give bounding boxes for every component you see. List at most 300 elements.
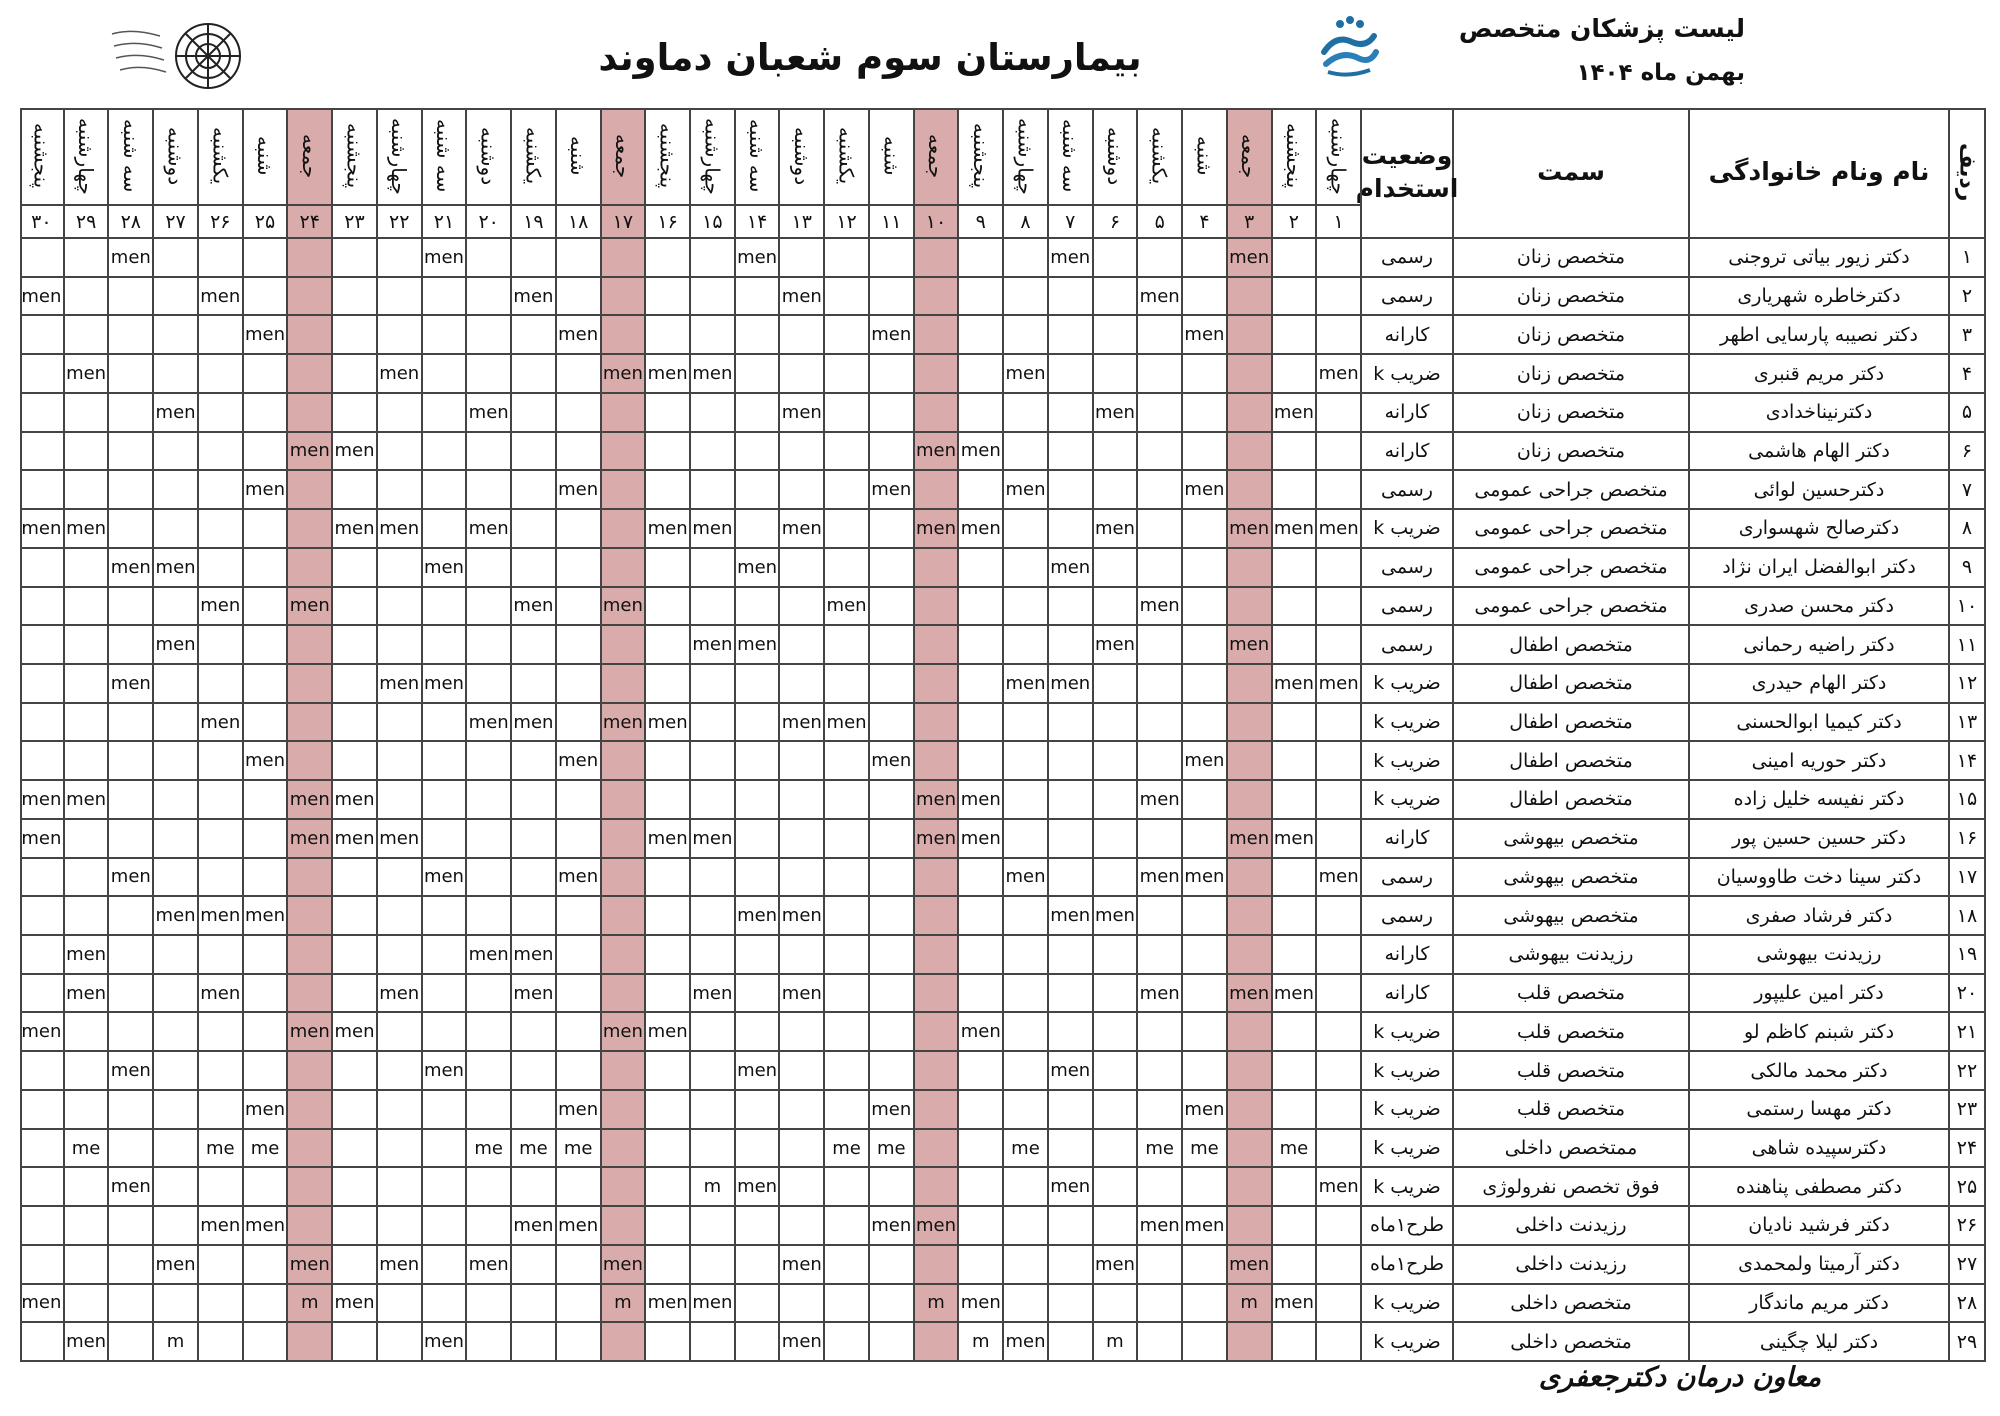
- employment-status-text: ضریب k: [1373, 672, 1441, 695]
- shift-cell-text: men: [155, 556, 196, 578]
- shift-cell: [512, 1091, 557, 1130]
- shift-cell-text: men: [21, 788, 62, 810]
- shift-cell: [288, 897, 333, 936]
- row-number-text: ۲۱: [1956, 1020, 1978, 1043]
- shift-cell: [736, 1013, 781, 1052]
- day-name-header-text: سه شنبه: [745, 119, 770, 193]
- shift-cell-text: men: [513, 285, 554, 307]
- doctor-name: [1690, 859, 1950, 898]
- shift-cell: [1094, 1246, 1139, 1285]
- shift-cell: [109, 316, 154, 355]
- row-number-text: ۲۹: [1956, 1330, 1978, 1353]
- shift-cell: [244, 510, 289, 549]
- doctor-position-text: متخصص زنان: [1516, 285, 1626, 308]
- doctor-name-text: دکترحسین لوائی: [1753, 478, 1885, 501]
- shift-cell: [1094, 704, 1139, 743]
- employment-status-text: رسمی: [1381, 865, 1433, 888]
- day-name-header: [1228, 108, 1273, 206]
- shift-cell: [691, 704, 736, 743]
- doctor-name: [1690, 704, 1950, 743]
- shift-cell: [154, 1013, 199, 1052]
- shift-cell-text: men: [289, 595, 330, 617]
- shift-cell: [1004, 239, 1049, 278]
- shift-cell: [780, 1323, 825, 1362]
- shift-cell-text: men: [289, 1021, 330, 1043]
- doctor-name: [1690, 1130, 1950, 1169]
- shift-cell: [646, 742, 691, 781]
- day-number-header: [1183, 206, 1228, 239]
- shift-cell: [288, 278, 333, 317]
- shift-cell-text: men: [647, 711, 688, 733]
- shift-cell: [154, 820, 199, 859]
- shift-cell-text: men: [781, 905, 822, 927]
- day-number-header: [780, 206, 825, 239]
- shift-cell: [1228, 355, 1273, 394]
- shift-cell: [512, 394, 557, 433]
- shift-cell: [1138, 626, 1183, 665]
- shift-cell: [780, 549, 825, 588]
- shift-cell-text: men: [66, 788, 107, 810]
- shift-cell: [288, 510, 333, 549]
- doctor-name-text: دکتر شبنم کاظم لو: [1743, 1020, 1895, 1043]
- shift-cell: [333, 588, 378, 627]
- employment-status: [1362, 859, 1454, 898]
- shift-cell: [288, 820, 333, 859]
- shift-cell: [65, 510, 110, 549]
- shift-cell: [915, 1285, 960, 1324]
- shift-cell-text: men: [1094, 634, 1135, 656]
- shift-cell: [333, 1052, 378, 1091]
- shift-cell: [780, 588, 825, 627]
- day-number-header: [1317, 206, 1362, 239]
- shift-cell: [870, 704, 915, 743]
- shift-cell: [333, 820, 378, 859]
- shift-cell: [1183, 1323, 1228, 1362]
- shift-cell: [20, 355, 65, 394]
- shift-cell: [691, 742, 736, 781]
- shift-cell: [512, 1207, 557, 1246]
- shift-cell-text: men: [513, 711, 554, 733]
- doctor-position-text: متخصص اطفال: [1509, 788, 1633, 811]
- shift-cell: [423, 588, 468, 627]
- shift-cell: [1138, 704, 1183, 743]
- shift-cell: [691, 820, 736, 859]
- shift-cell: [1273, 549, 1318, 588]
- shift-cell: [1317, 1246, 1362, 1285]
- shift-cell: [467, 588, 512, 627]
- row-number-text: ۹: [1961, 556, 1973, 579]
- shift-cell-text: men: [468, 401, 509, 423]
- doctor-name: [1690, 1207, 1950, 1246]
- shift-cell-text: men: [245, 324, 286, 346]
- shift-cell: [870, 510, 915, 549]
- shift-cell: [1004, 1052, 1049, 1091]
- shift-cell: [333, 471, 378, 510]
- shift-cell: [736, 1323, 781, 1362]
- doctor-name-text: دکتر سینا دخت طاووسیان: [1716, 865, 1922, 888]
- shift-cell: [691, 936, 736, 975]
- doctor-position: [1454, 510, 1690, 549]
- shift-cell: [199, 859, 244, 898]
- hospital-title: بیمارستان سوم شعبان دماوند: [598, 36, 1142, 79]
- schedule-table: [20, 108, 1986, 1362]
- shift-cell: [1094, 549, 1139, 588]
- shift-cell: [512, 1130, 557, 1169]
- shift-cell: [870, 820, 915, 859]
- shift-cell: [602, 1130, 647, 1169]
- day-name-header: [467, 108, 512, 206]
- shift-cell: [333, 549, 378, 588]
- shift-cell: [959, 1091, 1004, 1130]
- shift-cell: [423, 433, 468, 472]
- shift-cell: [467, 859, 512, 898]
- shift-cell: [646, 781, 691, 820]
- shift-cell: [1317, 626, 1362, 665]
- shift-cell: [870, 433, 915, 472]
- employment-status-text: ضریب k: [1373, 1020, 1441, 1043]
- shift-cell: [959, 433, 1004, 472]
- shift-cell-text: men: [960, 788, 1001, 810]
- day-name-header: [378, 108, 423, 206]
- day-number-header: [1094, 206, 1139, 239]
- shift-cell: [1138, 1246, 1183, 1285]
- shift-cell: [423, 742, 468, 781]
- shift-cell: [1094, 1013, 1139, 1052]
- employment-status-text: رسمی: [1381, 478, 1433, 501]
- shift-cell: [646, 1323, 691, 1362]
- shift-cell: [602, 510, 647, 549]
- doctor-position: [1454, 1285, 1690, 1324]
- shift-cell: [333, 859, 378, 898]
- shift-cell: [333, 510, 378, 549]
- shift-cell: [1138, 394, 1183, 433]
- day-name-header-text: سه شنبه: [1058, 119, 1083, 193]
- shift-cell: [557, 704, 602, 743]
- day-number-header-text: ۱: [1333, 210, 1344, 233]
- shift-cell-text: men: [692, 363, 733, 385]
- shift-cell: [423, 1168, 468, 1207]
- shift-cell: [646, 316, 691, 355]
- shift-cell-text: men: [916, 440, 957, 462]
- shift-cell: [1004, 665, 1049, 704]
- day-name-header-text: یکشنبه: [834, 127, 859, 185]
- doctor-name-text: دکتر محمد مالکی: [1750, 1059, 1888, 1082]
- shift-cell: [602, 394, 647, 433]
- shift-cell: [154, 1207, 199, 1246]
- shift-cell-text: men: [1184, 479, 1225, 501]
- shift-cell-text: men: [737, 1176, 778, 1198]
- day-number-header-text: ۲۸: [120, 210, 142, 233]
- shift-cell: [1094, 742, 1139, 781]
- shift-cell-text: men: [200, 982, 241, 1004]
- shift-cell: [915, 1052, 960, 1091]
- employment-status-text: رسمی: [1381, 904, 1433, 927]
- shift-cell: [1004, 1168, 1049, 1207]
- shift-cell: [1317, 394, 1362, 433]
- shift-cell: [1183, 278, 1228, 317]
- shift-cell: [915, 626, 960, 665]
- shift-cell: [65, 394, 110, 433]
- shift-cell: [959, 859, 1004, 898]
- shift-cell-text: men: [1050, 246, 1091, 268]
- shift-cell: [65, 1246, 110, 1285]
- day-number-header: [65, 206, 110, 239]
- employment-status: [1362, 626, 1454, 665]
- shift-cell-text: men: [334, 1292, 375, 1314]
- shift-cell: [825, 394, 870, 433]
- university-logo-icon: [102, 18, 288, 100]
- row-number-text: ۲۲: [1956, 1059, 1978, 1082]
- shift-cell: [825, 1246, 870, 1285]
- shift-cell: [154, 1323, 199, 1362]
- shift-cell: [109, 1091, 154, 1130]
- employment-status: [1362, 975, 1454, 1014]
- shift-cell-text: men: [1229, 517, 1270, 539]
- shift-cell-text: men: [1184, 324, 1225, 346]
- shift-cell: [512, 355, 557, 394]
- shift-cell: [646, 239, 691, 278]
- row-number-text: ۲۴: [1956, 1137, 1978, 1159]
- shift-cell: [691, 1130, 736, 1169]
- doctor-position: [1454, 433, 1690, 472]
- shift-cell: [423, 936, 468, 975]
- shift-cell: [244, 742, 289, 781]
- row-number: [1950, 433, 1986, 472]
- shift-cell: [199, 1130, 244, 1169]
- shift-cell: [1138, 588, 1183, 627]
- shift-cell: [1094, 1323, 1139, 1362]
- shift-cell-text: men: [468, 711, 509, 733]
- shift-cell: [1228, 239, 1273, 278]
- doctor-position: [1454, 1052, 1690, 1091]
- shift-cell: [199, 1013, 244, 1052]
- shift-cell: [602, 316, 647, 355]
- shift-cell: [1183, 975, 1228, 1014]
- shift-cell-text: men: [781, 1331, 822, 1353]
- day-number-header-text: ۲۱: [433, 210, 455, 233]
- shift-cell-text: men: [423, 246, 464, 268]
- shift-cell: [1049, 1130, 1094, 1169]
- row-number-text: ۱۵: [1956, 788, 1978, 811]
- shift-cell: [20, 820, 65, 859]
- day-number-header-text: ۱۶: [657, 210, 678, 233]
- shift-cell: [691, 549, 736, 588]
- shift-cell: [1004, 1130, 1049, 1169]
- shift-cell: [959, 897, 1004, 936]
- shift-cell: [780, 1052, 825, 1091]
- day-name-header-text: پنجشنبه: [342, 123, 367, 189]
- shift-cell: [65, 897, 110, 936]
- shift-cell: [20, 278, 65, 317]
- shift-cell: [780, 510, 825, 549]
- shift-cell: [423, 471, 468, 510]
- shift-cell: [244, 316, 289, 355]
- shift-cell: [378, 433, 423, 472]
- day-name-header: [602, 108, 647, 206]
- shift-cell: [244, 588, 289, 627]
- employment-status: [1362, 394, 1454, 433]
- shift-cell: [1228, 278, 1273, 317]
- shift-cell: [467, 355, 512, 394]
- shift-cell: [109, 278, 154, 317]
- day-number-header-text: ۱۳: [791, 210, 813, 233]
- shift-cell: [1273, 588, 1318, 627]
- shift-cell-text: men: [1273, 1292, 1314, 1314]
- doctor-position: [1454, 742, 1690, 781]
- shift-cell: [20, 781, 65, 820]
- shift-cell: [154, 626, 199, 665]
- shift-cell-text: men: [647, 517, 688, 539]
- shift-cell: [20, 1246, 65, 1285]
- doctor-position: [1454, 549, 1690, 588]
- employment-status-text: ضریب k: [1373, 711, 1441, 734]
- header-name: [1690, 108, 1950, 239]
- shift-cell: [780, 471, 825, 510]
- day-number-header: [288, 206, 333, 239]
- day-name-header-text: یکشنبه: [208, 127, 233, 185]
- shift-cell: [736, 936, 781, 975]
- shift-cell: [646, 1091, 691, 1130]
- shift-cell: [870, 1013, 915, 1052]
- shift-cell: [244, 975, 289, 1014]
- doctor-position-text: متخصص بیهوشی: [1503, 904, 1639, 927]
- shift-cell: [602, 742, 647, 781]
- shift-cell: [199, 1052, 244, 1091]
- employment-status: [1362, 471, 1454, 510]
- shift-cell: [199, 1207, 244, 1246]
- shift-cell: [1228, 471, 1273, 510]
- shift-cell: [691, 1052, 736, 1091]
- day-number-header: [557, 206, 602, 239]
- employment-status-text: ضریب k: [1373, 1098, 1441, 1121]
- row-number-text: ۷: [1961, 478, 1973, 501]
- shift-cell: [65, 316, 110, 355]
- shift-cell: [423, 1091, 468, 1130]
- employment-status: [1362, 588, 1454, 627]
- shift-cell: [65, 665, 110, 704]
- employment-status-text: ضریب k: [1373, 1137, 1441, 1159]
- day-number-header-text: ۹: [975, 210, 986, 233]
- shift-cell: [1094, 1130, 1139, 1169]
- shift-cell: [825, 742, 870, 781]
- shift-cell: [244, 394, 289, 433]
- day-name-header: [1004, 108, 1049, 206]
- row-number: [1950, 704, 1986, 743]
- shift-cell-text: men: [155, 1253, 196, 1275]
- day-number-header-text: ۳۰: [31, 210, 52, 233]
- shift-cell: [1138, 1285, 1183, 1324]
- shift-cell: [1004, 316, 1049, 355]
- shift-cell: [1228, 549, 1273, 588]
- day-name-header: [646, 108, 691, 206]
- shift-cell-text: men: [245, 905, 286, 927]
- shift-cell: [691, 859, 736, 898]
- shift-cell: [423, 316, 468, 355]
- shift-cell: [1273, 975, 1318, 1014]
- shift-cell: [1004, 897, 1049, 936]
- shift-cell: [825, 1207, 870, 1246]
- shift-cell-text: men: [602, 595, 643, 617]
- shift-cell-text: men: [1318, 1176, 1359, 1198]
- shift-cell: [1317, 820, 1362, 859]
- day-number-header-text: ۸: [1020, 210, 1031, 233]
- shift-cell: [65, 820, 110, 859]
- shift-cell: [467, 936, 512, 975]
- shift-cell: [825, 704, 870, 743]
- day-name-header: [1138, 108, 1183, 206]
- shift-cell: [1138, 859, 1183, 898]
- shift-cell: [557, 394, 602, 433]
- shift-cell-text: men: [1273, 517, 1314, 539]
- shift-cell: [557, 936, 602, 975]
- shift-cell: [1273, 1130, 1318, 1169]
- shift-cell: [288, 626, 333, 665]
- shift-cell: [512, 316, 557, 355]
- shift-cell-text: men: [960, 440, 1001, 462]
- shift-cell-text: men: [1318, 363, 1359, 385]
- shift-cell: [244, 1168, 289, 1207]
- shift-cell-text: men: [960, 517, 1001, 539]
- shift-cell: [915, 1091, 960, 1130]
- employment-status: [1362, 820, 1454, 859]
- shift-cell: [1004, 1091, 1049, 1130]
- shift-cell-text: men: [334, 440, 375, 462]
- shift-cell: [870, 1285, 915, 1324]
- shift-cell: [736, 704, 781, 743]
- shift-cell: [959, 936, 1004, 975]
- day-number-header: [602, 206, 647, 239]
- shift-cell-text: men: [1139, 595, 1180, 617]
- shift-cell: [154, 394, 199, 433]
- shift-cell: [467, 316, 512, 355]
- shift-cell: [154, 897, 199, 936]
- shift-cell: [244, 1285, 289, 1324]
- shift-cell-text: men: [1273, 401, 1314, 423]
- shift-cell: [736, 278, 781, 317]
- day-name-header-text: شنبه: [879, 136, 904, 176]
- shift-cell: [378, 626, 423, 665]
- shift-cell: [915, 433, 960, 472]
- shift-cell: [333, 433, 378, 472]
- shift-cell: [423, 549, 468, 588]
- shift-cell: [1317, 704, 1362, 743]
- shift-cell: [780, 1130, 825, 1169]
- employment-status-text: ضریب k: [1373, 1330, 1441, 1353]
- shift-cell: [959, 781, 1004, 820]
- shift-cell: [467, 742, 512, 781]
- doctor-name: [1690, 1323, 1950, 1362]
- shift-cell: [1138, 1207, 1183, 1246]
- shift-cell: [959, 742, 1004, 781]
- day-number-header-text: ۲۵: [254, 210, 276, 233]
- employment-status: [1362, 1091, 1454, 1130]
- shift-cell: [154, 433, 199, 472]
- shift-cell: [109, 1207, 154, 1246]
- shift-cell-text: men: [916, 788, 957, 810]
- shift-cell-text: men: [66, 517, 107, 539]
- shift-cell: [199, 665, 244, 704]
- shift-cell: [1004, 355, 1049, 394]
- shift-cell: [288, 704, 333, 743]
- shift-cell: [915, 665, 960, 704]
- row-number: [1950, 1168, 1986, 1207]
- shift-cell: [1004, 742, 1049, 781]
- shift-cell: [512, 1052, 557, 1091]
- day-number-header: [378, 206, 423, 239]
- shift-cell: [199, 316, 244, 355]
- shift-cell: [1317, 897, 1362, 936]
- day-name-header: [1273, 108, 1318, 206]
